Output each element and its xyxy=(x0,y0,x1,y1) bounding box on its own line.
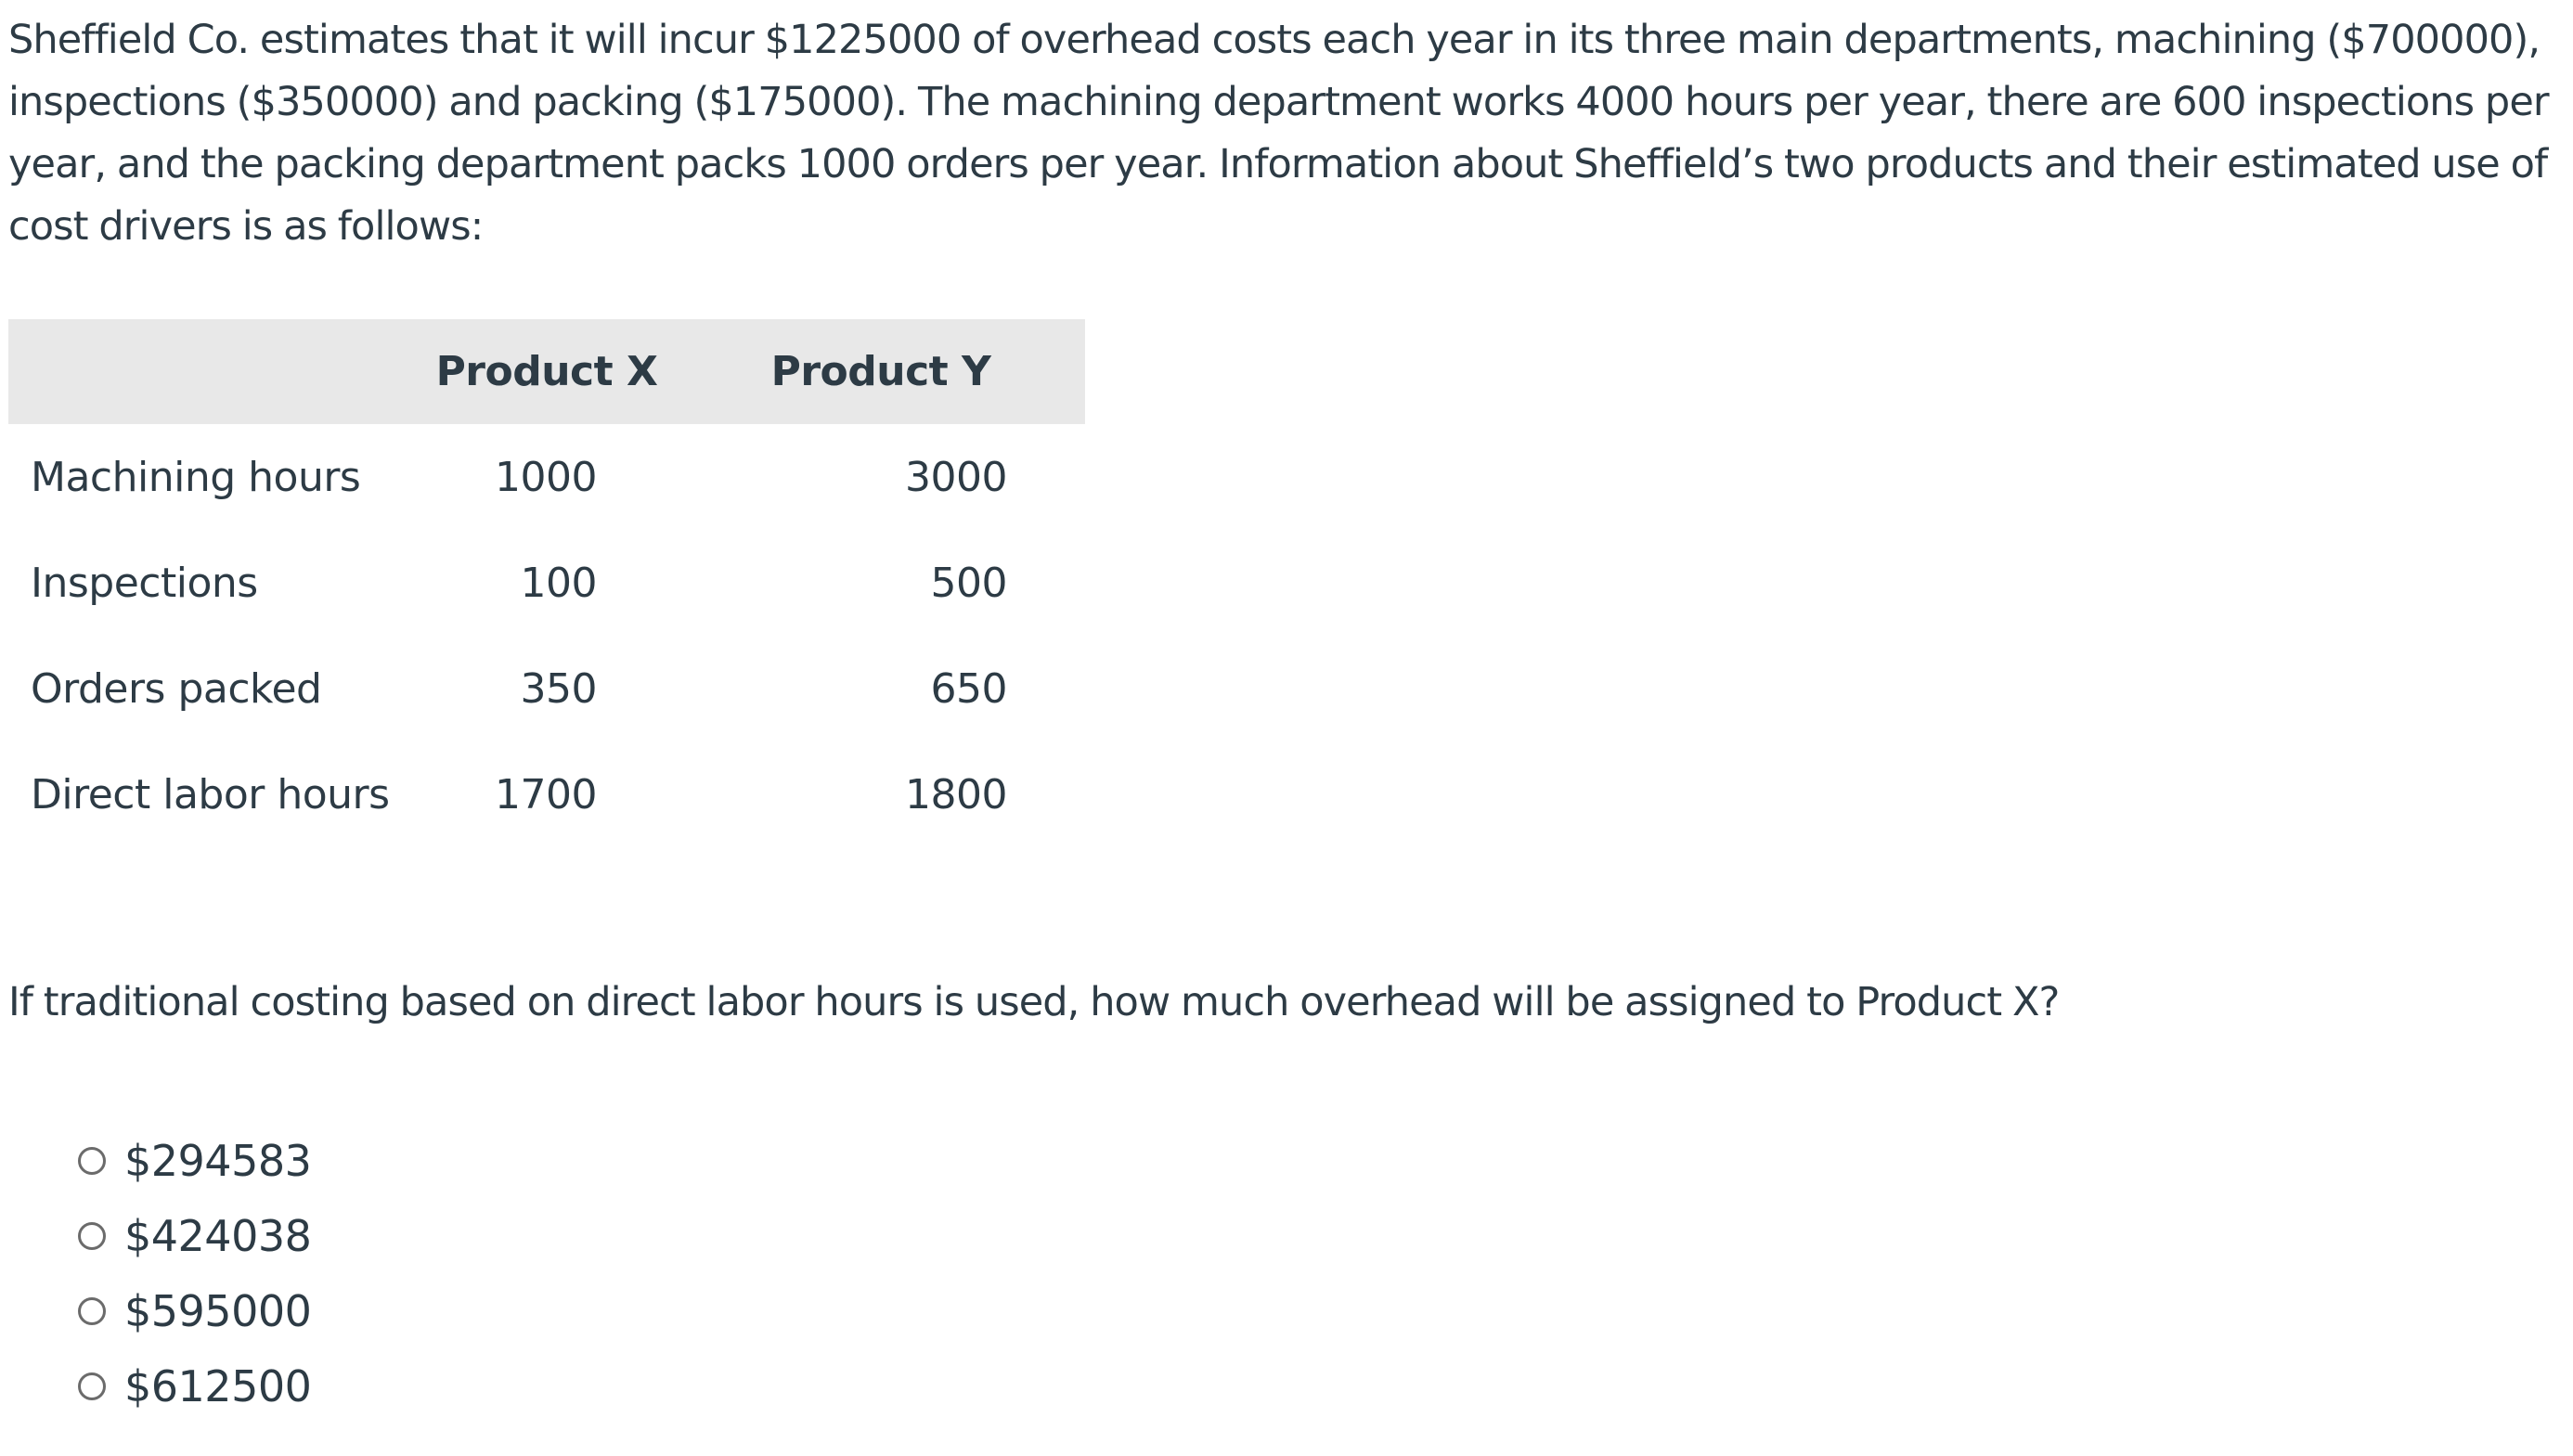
radio-button[interactable] xyxy=(78,1147,106,1175)
row-label: Machining hours xyxy=(31,453,361,501)
table-row xyxy=(8,636,1085,741)
product-y-value: 500 xyxy=(930,559,1007,607)
row-label: Inspections xyxy=(31,559,258,607)
answer-options xyxy=(78,1123,311,1424)
table-header-product-y: Product Y xyxy=(770,348,991,395)
answer-label[interactable]: $612500 xyxy=(124,1360,312,1411)
question-prompt: If traditional costing based on direct labor hours is used, how much overhead will be assigned to Product X? xyxy=(8,979,2060,1025)
product-x-value: 1000 xyxy=(495,453,597,501)
product-x-value: 350 xyxy=(520,664,597,713)
answer-option[interactable] xyxy=(78,1348,311,1424)
table-header-empty xyxy=(8,319,417,424)
table-header-row xyxy=(8,319,1085,424)
product-y-value: 650 xyxy=(930,664,1007,713)
question-intro: Sheffield Co. estimates that it will incur $1225000 of overhead costs each year in its three main departments, machining ($700000), inspections ($350000) and packing ($175000). The machining department works 4000 hours per year, there are 600 inspections per year, and the packing department packs 1000 orders per year. Information about Sheffield’s two products and their estimated use of cost drivers is as follows: xyxy=(8,17,2549,250)
answer-option[interactable] xyxy=(78,1273,311,1348)
table-row xyxy=(8,530,1085,636)
product-x-value: 100 xyxy=(520,559,597,607)
table-row xyxy=(8,424,1085,530)
table-header-product-x: Product X xyxy=(435,348,658,395)
product-y-value: 3000 xyxy=(905,453,1007,501)
product-x-value: 1700 xyxy=(495,770,597,818)
answer-label[interactable]: $595000 xyxy=(124,1285,312,1336)
radio-button[interactable] xyxy=(78,1297,106,1325)
cost-driver-table xyxy=(8,319,1085,847)
answer-option[interactable] xyxy=(78,1123,311,1198)
product-y-value: 1800 xyxy=(905,770,1007,818)
radio-button[interactable] xyxy=(78,1222,106,1250)
radio-button[interactable] xyxy=(78,1372,106,1400)
row-label: Orders packed xyxy=(31,664,322,713)
answer-option[interactable] xyxy=(78,1198,311,1273)
answer-label[interactable]: $294583 xyxy=(124,1135,312,1186)
answer-label[interactable]: $424038 xyxy=(124,1210,312,1261)
row-label: Direct labor hours xyxy=(31,770,390,818)
table-row xyxy=(8,741,1085,847)
